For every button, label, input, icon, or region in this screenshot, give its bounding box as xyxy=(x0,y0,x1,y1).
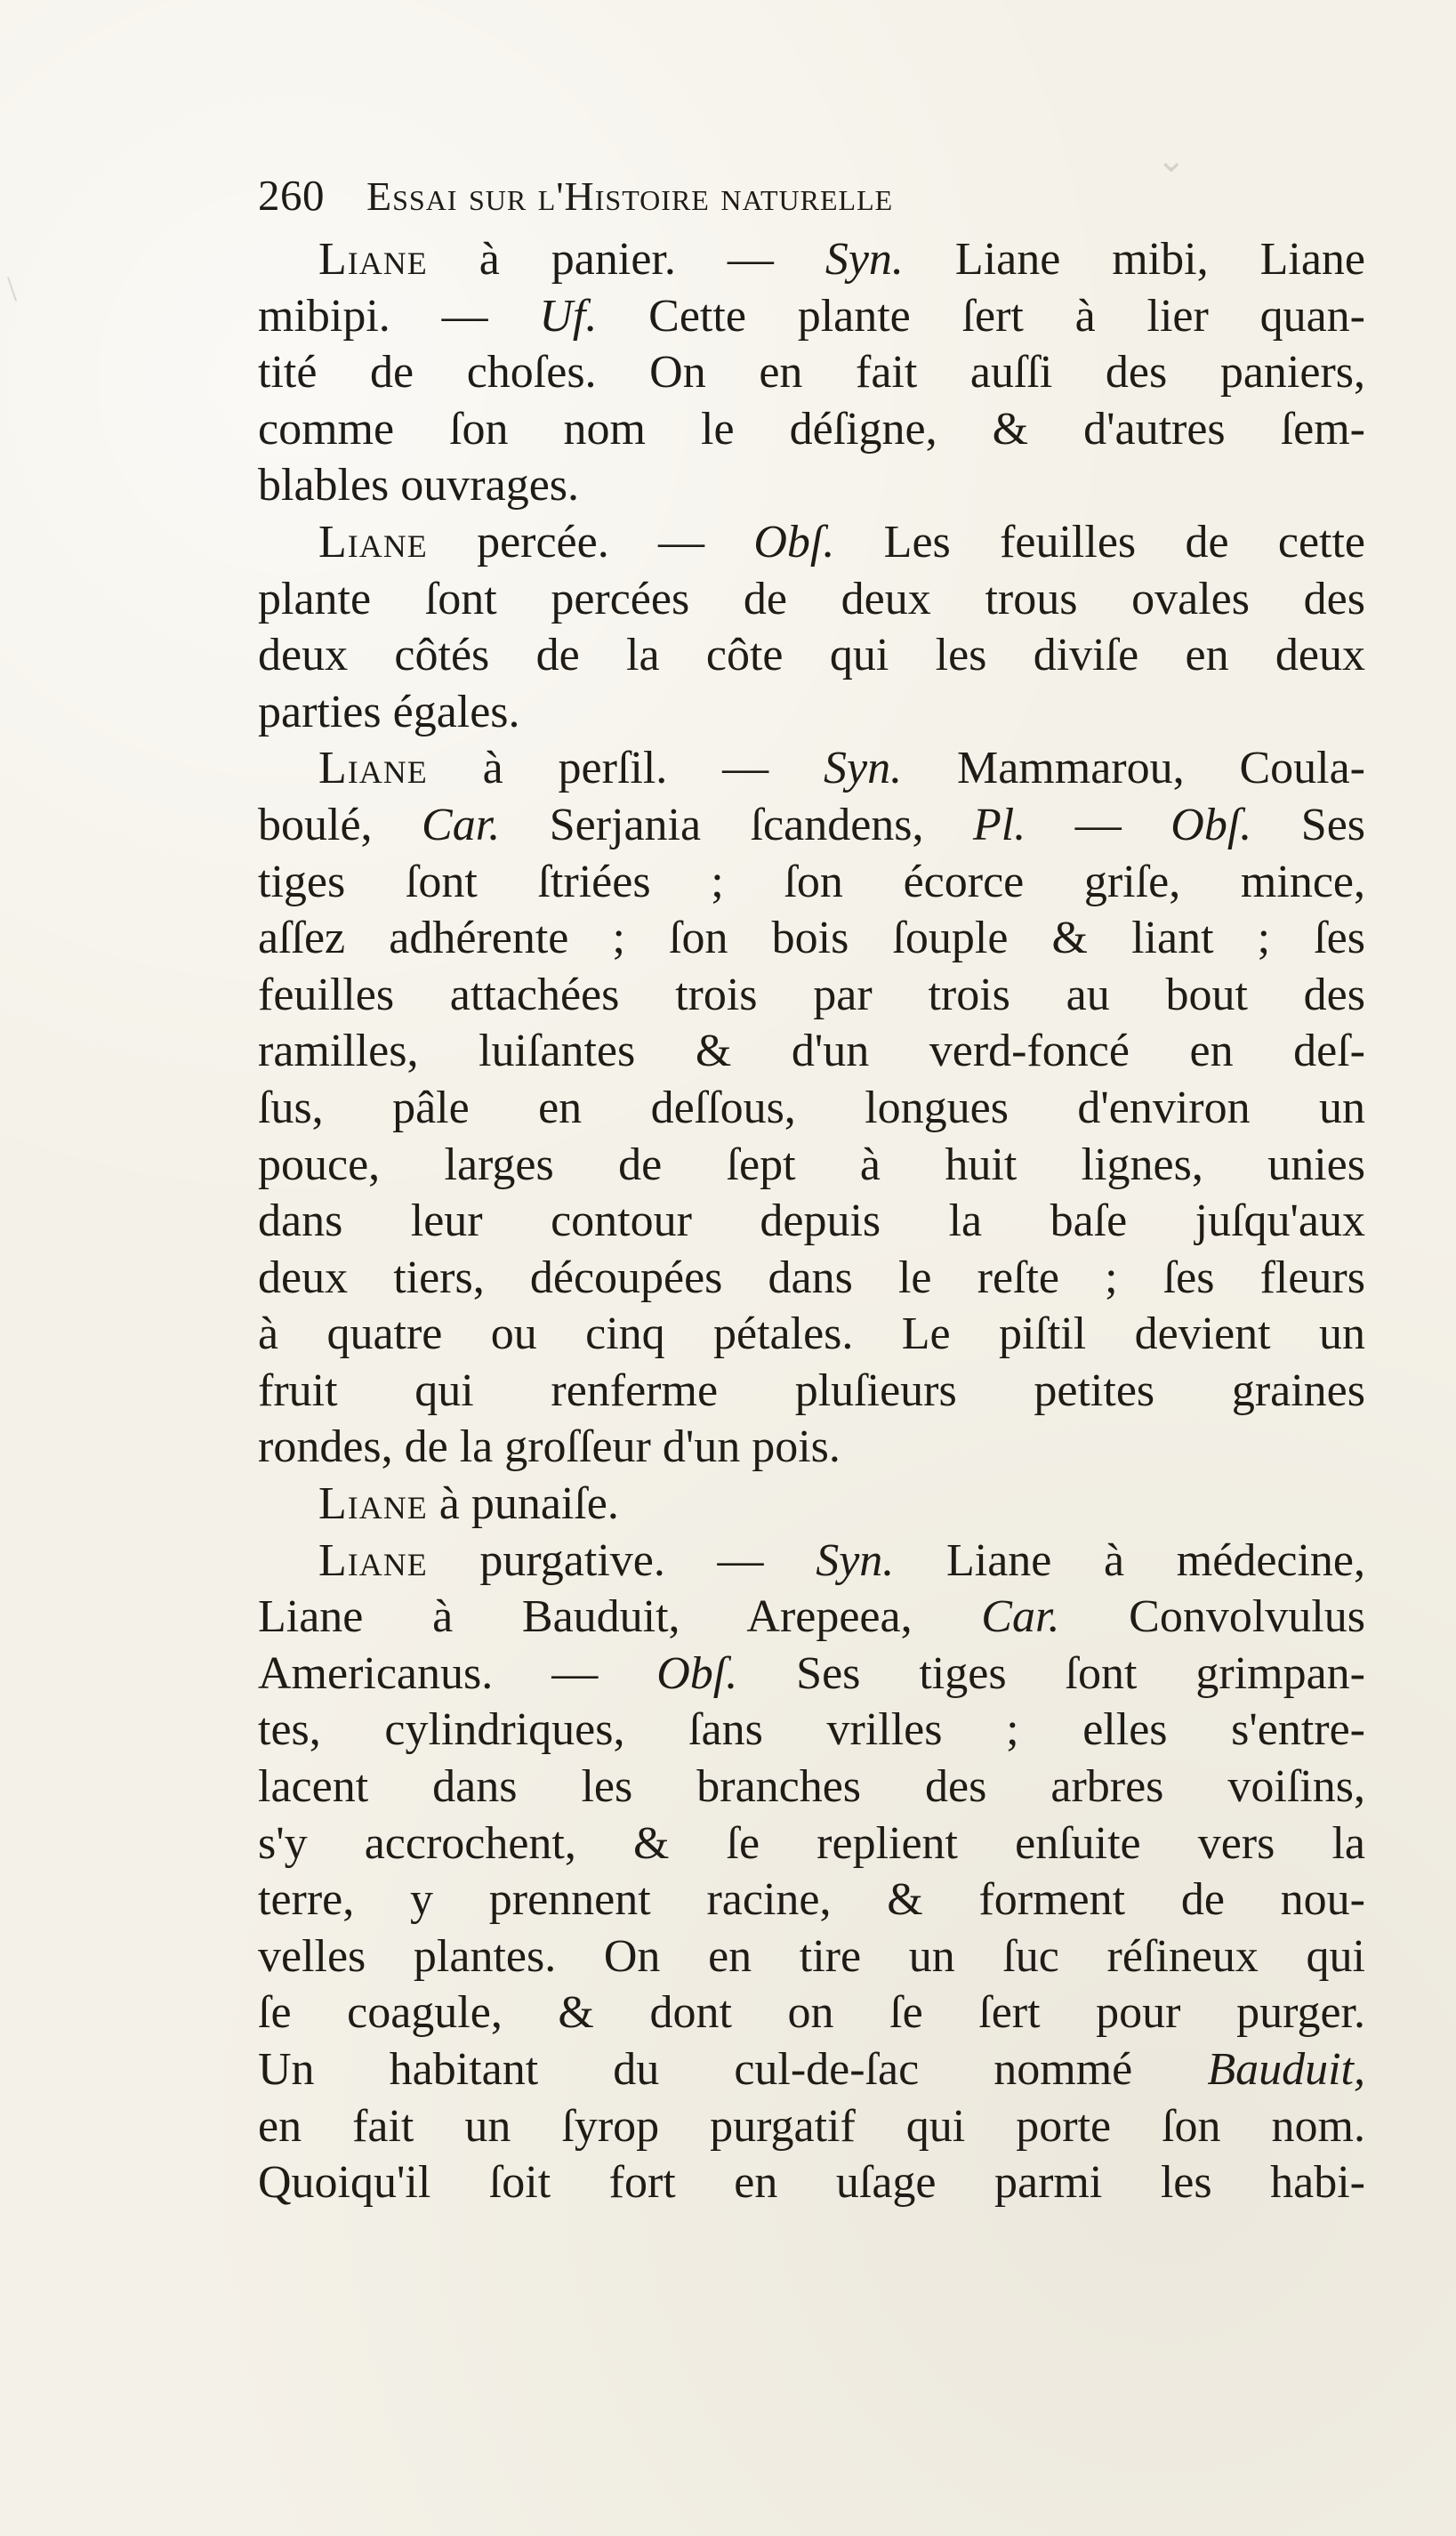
text-line: tité de choſes. On en fait auſſi des paniers, xyxy=(258,347,1365,399)
text-line: Liane à Bauduit, Arepeea, Car. Convolvulus xyxy=(258,1591,1365,1643)
text-line: dans leur contour depuis la baſe juſqu'aux xyxy=(258,1196,1365,1247)
text-line: Liane à punaiſe. xyxy=(318,1478,619,1530)
text-line: rondes, de la groſſeur d'un pois. xyxy=(258,1421,841,1473)
text-line: Liane percée. — Obſ. Les feuilles de cette xyxy=(318,516,1365,568)
text-line: ſus, pâle en deſſous, longues d'environ un xyxy=(258,1082,1365,1133)
text-line: lacent dans les branches des arbres voiſins, xyxy=(258,1761,1365,1813)
page-mark: ⌄ xyxy=(1156,140,1187,180)
text-line: deux côtés de la côte qui les diviſe en deux xyxy=(258,630,1365,681)
text-line: terre, y prennent racine, & forment de nou- xyxy=(258,1874,1365,1926)
text-line: deux tiers, découpées dans le reſte ; ſes fleurs xyxy=(258,1252,1365,1303)
text-line: ramilles, luiſantes & d'un verd-foncé en deſ- xyxy=(258,1026,1365,1077)
text-line: Liane purgative. — Syn. Liane à médecine, xyxy=(318,1534,1365,1586)
entry-liane-a-persil xyxy=(258,740,1365,1476)
entry-liane-percee xyxy=(258,514,1365,740)
text-line: Liane à perſil. — Syn. Mammarou, Coula- xyxy=(318,743,1365,794)
text-line: Un habitant du cul-de-ſac nommé Bauduit, xyxy=(258,2044,1365,2095)
page-content xyxy=(258,173,1365,2211)
text-line: parties égales. xyxy=(258,686,520,737)
text-line: en fait un ſyrop purgatif qui porte ſon nom. xyxy=(258,2100,1365,2152)
text-line: à quatre ou cinq pétales. Le piſtil devient un xyxy=(258,1308,1365,1360)
entry-liane-a-punaise xyxy=(258,1476,1365,1533)
text-line: Liane à panier. — Syn. Liane mibi, Liane xyxy=(318,234,1365,285)
text-line: Quoiqu'il ſoit fort en uſage parmi les habi- xyxy=(258,2157,1365,2209)
text-line: plante ſont percées de deux trous ovales des xyxy=(258,573,1365,624)
entry-liane-a-panier xyxy=(258,231,1365,514)
text-line: mibipi. — Uf. Cette plante ſert à lier quan- xyxy=(258,290,1365,342)
text-line: feuilles attachées trois par trois au bout des xyxy=(258,969,1365,1020)
text-line: tiges ſont ſtriées ; ſon écorce griſe, mince, xyxy=(258,856,1365,907)
page-number: 260 xyxy=(258,171,325,220)
entry-liane-purgative xyxy=(258,1533,1365,2211)
page-mark: \ xyxy=(7,269,18,309)
text-line: fruit qui renferme pluſieurs petites graines xyxy=(258,1365,1365,1416)
text-line: s'y accrochent, & ſe replient enſuite vers la xyxy=(258,1817,1365,1869)
text-line: pouce, larges de ſept à huit lignes, unies xyxy=(258,1139,1365,1190)
text-line: Americanus. — Obſ. Ses tiges ſont grimpan- xyxy=(258,1647,1365,1699)
text-line: tes, cylindriques, ſans vrilles ; elles s'entre- xyxy=(258,1704,1365,1756)
text-line: velles plantes. On en tire un ſuc réſineux qui xyxy=(258,1930,1365,1982)
text-line: comme ſon nom le déſigne, & d'autres ſem- xyxy=(258,403,1365,455)
running-head xyxy=(258,171,1365,220)
text-line: ſe coagule, & dont on ſe ſert pour purger. xyxy=(258,1987,1365,2039)
text-line: boulé, Car. Serjania ſcandens, Pl. — Obſ. Ses xyxy=(258,799,1365,850)
text-line: blables ouvrages. xyxy=(258,460,580,511)
text-line: aſſez adhérente ; ſon bois ſouple & liant ; ſes xyxy=(258,913,1365,964)
running-title: Essai sur l'Histoire naturelle xyxy=(366,173,894,219)
